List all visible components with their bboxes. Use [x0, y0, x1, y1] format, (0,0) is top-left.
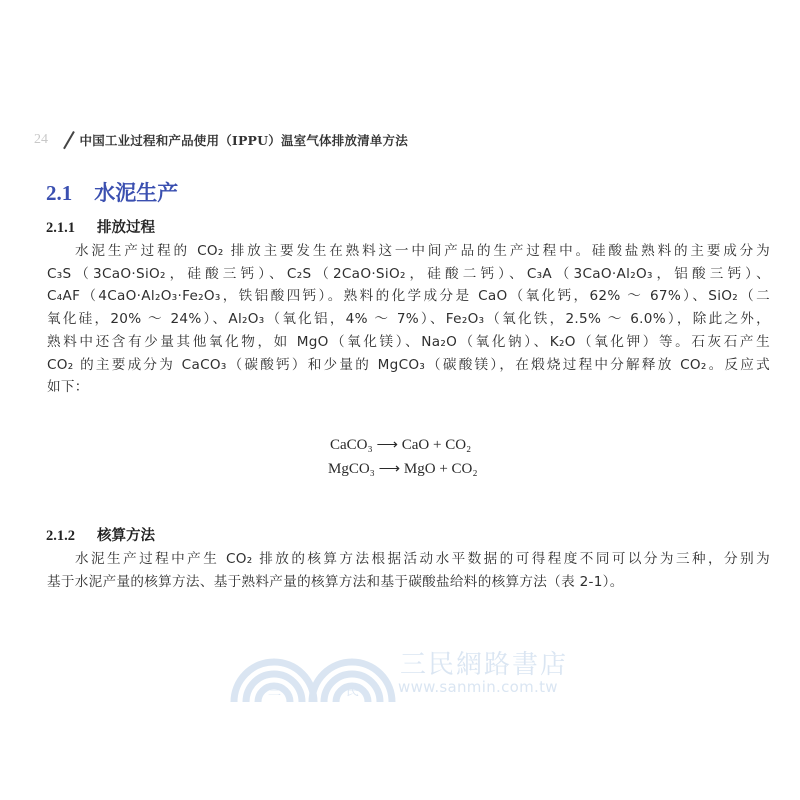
sanmin-logo-arcs-icon: [228, 642, 398, 702]
paragraph-line: 如下：: [47, 379, 89, 396]
paragraph-line: 基于水泥产量的核算方法、基于熟料产量的核算方法和基于碳酸盐给料的核算方法（表 2-1）。: [47, 573, 624, 590]
watermark-store-name: 三民網路書店: [400, 650, 569, 680]
watermark-logo-char: 三: [268, 684, 282, 699]
paragraph-accounting-method: [47, 548, 770, 593]
watermark-url: www.sanmin.com.tw: [398, 678, 558, 696]
header-divider-slash: [63, 131, 74, 149]
reaction-equations: [330, 433, 478, 481]
equation-calcium-carbonate: CaCO₃ ⟶ CaO + CO₂: [330, 437, 472, 453]
paragraph-line: 水泥生产过程中产生 CO₂ 排放的核算方法根据活动水平数据的可得程度不同可以分为三种，分别为: [75, 551, 770, 567]
section-number: 2.1: [46, 181, 73, 205]
paragraph-emission-process: [47, 240, 770, 399]
paragraph-line: 氧化硅，20% ～ 24%）、Al₂O₃（氧化铝，4% ～ 7%）、Fe₂O₃（氧化铁，2.5% ～ 6.0%），除此之外，: [47, 311, 770, 328]
subsection-heading-accounting-method: [46, 524, 155, 545]
page-number: 24: [34, 132, 48, 147]
paragraph-line: 水泥生产过程的 CO₂ 排放主要发生在熟料这一中间产品的生产过程中。硅酸盐熟料的主要成分为: [75, 243, 770, 259]
subsection-heading-emission-process: [46, 216, 155, 237]
paragraph-line: C₄AF（4CaO·Al₂O₃·Fe₂O₃，铁铝酸四钙）。熟料的化学成分是 CaO（氧化钙，62% ～ 67%）、SiO₂（二: [47, 288, 770, 305]
section-title: 水泥生产: [94, 180, 179, 205]
subsection-number: 2.1.2: [46, 528, 75, 544]
running-header: [34, 128, 408, 152]
paragraph-line: CO₂ 的主要成分为 CaCO₃（碳酸钙）和少量的 MgCO₃（碳酸镁），在煅烧过程中分解释放 CO₂。反应式: [47, 356, 770, 373]
paragraph-line: C₃S（3CaO·SiO₂，硅酸三钙）、C₂S（2CaO·SiO₂，硅酸二钙）、C₃A（3CaO·Al₂O₃，铝酸三钙）、: [47, 265, 770, 282]
section-heading: [46, 177, 178, 207]
subsection-number: 2.1.1: [46, 220, 75, 236]
running-header-title: 中国工业过程和产品使用（IPPU）温室气体排放清单方法: [79, 133, 408, 148]
watermark-logo-char: 民: [346, 684, 360, 699]
subsection-title: 排放过程: [97, 220, 155, 236]
paragraph-line: 熟料中还含有少量其他氧化物，如 MgO（氧化镁）、Na₂O（氧化钠）、K₂O（氧化钾）等。石灰石产生: [47, 333, 770, 350]
equation-magnesium-carbonate: MgCO₃ ⟶ MgO + CO₂: [328, 461, 478, 477]
sanmin-watermark: [228, 642, 588, 702]
subsection-title: 核算方法: [97, 528, 155, 544]
